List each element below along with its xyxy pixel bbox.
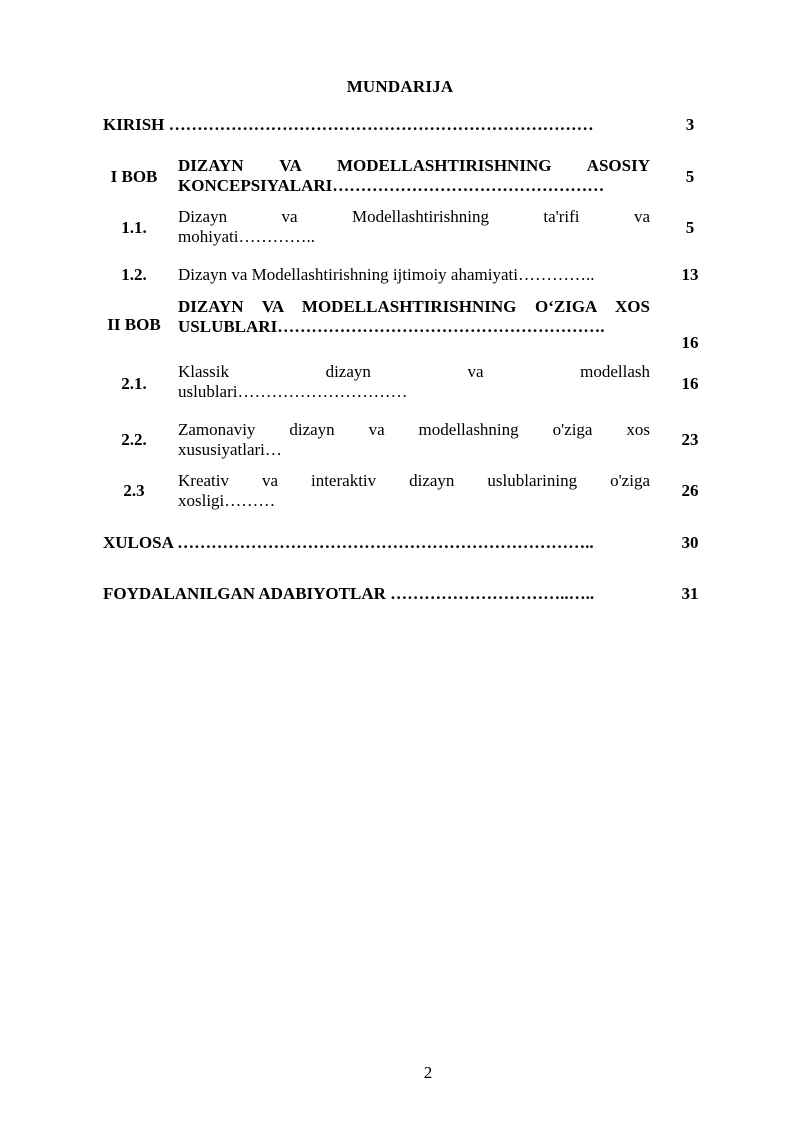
toc-page-section-1-1: 5 [685,218,695,237]
toc-page-section-2-1: 16 [681,374,699,393]
toc-label-section-2-3: 2.3 [123,481,145,500]
toc-entry-section-1-1[interactable] [178,207,650,247]
toc-entry-chapter-1-line1: DIZAYN VA MODELLASHTIRISHNING ASOSIY [178,156,650,175]
toc-label-section-2-1: 2.1. [121,374,147,393]
toc-page-xulosa: 30 [681,533,699,552]
toc-entry-references[interactable]: FOYDALANILGAN ADABIYOTLAR …………………………..….. [103,584,595,603]
toc-label-chapter-2: II BOB [107,315,161,334]
toc-entry-section-1-2-line1: Dizayn va Modellashtirishning ijtimoiy ahamiyati………….. [178,265,595,284]
toc-page-section-2-3: 26 [681,481,699,500]
toc-page-section-1-2: 13 [681,265,699,284]
toc-entry-section-2-2-line2: xususiyatlari… [178,440,282,459]
toc-page-kirish: 3 [685,115,695,134]
toc-entry-section-2-2-line1: Zamonaviy dizayn va modellashning o'ziga xos [178,420,650,439]
toc-entry-section-2-1-line1: Klassik dizayn va modellash [178,362,650,381]
toc-entry-section-2-3-line2: xosligi……… [178,491,276,510]
page-number: 2 [423,1063,433,1082]
toc-label-section-2-2: 2.2. [121,430,147,449]
toc-entry-section-2-3[interactable] [178,471,650,511]
toc-page-chapter-1: 5 [685,167,695,186]
toc-entry-section-2-2[interactable] [178,420,650,460]
toc-entry-chapter-2[interactable] [178,297,650,337]
toc-entry-section-2-3-line1: Kreativ va interaktiv dizayn uslublarining o'ziga [178,471,650,490]
toc-entry-chapter-2-line1: DIZAYN VA MODELLASHTIRISHNING O‘ZIGA XOS [178,297,650,316]
page-title: MUNDARIJA [346,77,454,96]
toc-label-section-1-1: 1.1. [121,218,147,237]
toc-entry-section-2-1[interactable] [178,362,650,402]
toc-entry-chapter-1-line2: KONCEPSIYALARI………………………………………… [178,176,605,195]
toc-entry-section-1-2[interactable] [178,265,650,285]
toc-entry-chapter-1[interactable] [178,156,650,196]
toc-entry-kirish[interactable]: KIRISH ………………………………………………………………… [103,115,594,134]
toc-entry-chapter-2-line2: USLUBLARI…………………………………………………. [178,317,605,336]
toc-entry-section-1-1-line2: mohiyati………….. [178,227,315,246]
toc-label-chapter-1: I BOB [110,167,158,186]
toc-entry-xulosa[interactable]: XULOSA ……………………………………………………………….. [103,533,594,552]
toc-entry-section-2-1-line2: uslublari………………………… [178,382,408,401]
toc-label-section-1-2: 1.2. [121,265,147,284]
toc-page-section-2-2: 23 [681,430,699,449]
toc-page-references: 31 [681,584,699,603]
toc-entry-section-1-1-line1: Dizayn va Modellashtirishning ta'rifi va [178,207,650,226]
toc-page-chapter-2: 16 [681,333,699,352]
